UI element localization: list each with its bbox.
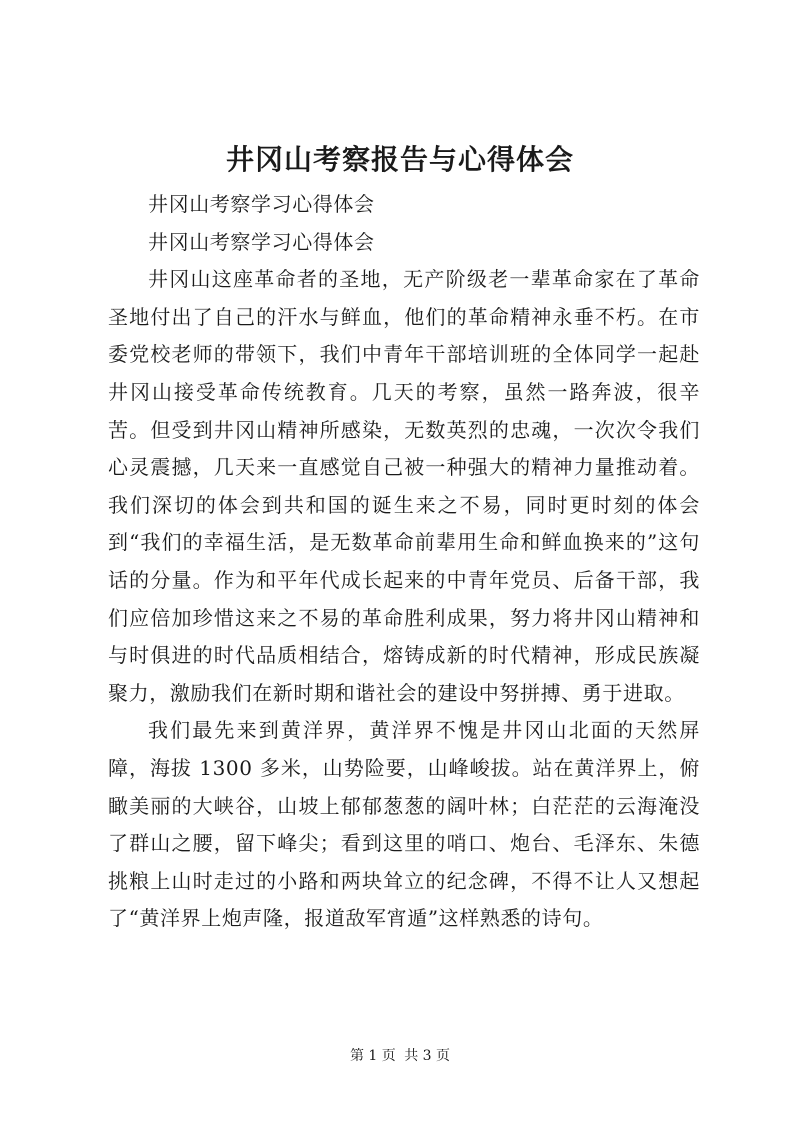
page-number-current: 第 1 页 <box>349 1048 396 1064</box>
document-body <box>108 186 700 938</box>
page-number-total: 共 3 页 <box>404 1048 451 1064</box>
document-title: 井冈山考察报告与心得体会 <box>225 143 574 176</box>
page-footer <box>0 1046 800 1066</box>
body-paragraph: 井冈山这座革命者的圣地，无产阶级老一辈革命家在了革命圣地付出了自己的汗水与鲜血，他们的革命精神永垂不朽。在市委党校老师的带领下，我们中青年干部培训班的全体同学一起赴井冈山接受革命传统教育。几天的考察，虽然一路奔波，很辛苦。但受到井冈山精神所感染，无数英烈的忠魂，一次次令我们心灵震撼，几天来一直感觉自己被一种强大的精神力量推动着。我们深切的体会到共和国的诞生来之不易，同时更时刻的体会到“我们的幸福生活，是无数革命前辈用生命和鲜血换来的”这句话的分量。作为和平年代成长起来的中青年党员、后备干部，我们应倍加珍惜这来之不易的革命胜利成果，努力将井冈山精神和与时俱进的时代品质相结合，熔铸成新的时代精神，形成民族凝聚力，激励我们在新时期和谐社会的建设中努拼搏、勇于进取。 <box>108 267 700 705</box>
subtitle-line: 井冈山考察学习心得体会 <box>148 229 375 254</box>
subtitle-line: 井冈山考察学习心得体会 <box>148 192 375 216</box>
body-paragraph: 我们最先来到黄洋界，黄洋界不愧是井冈山北面的天然屏障，海拔 1300 多米，山势险要，山峰峻拔。站在黄洋界上，俯瞰美丽的大峡谷，山坡上郁郁葱葱的阔叶林；白茫茫的云海淹没了群山之腰，留下峰尖；看到这里的哨口、炮台、毛泽东、朱德挑粮上山时走过的小路和两块耸立的纪念碑，不得不让人又想起了“黄洋界上炮声隆，报道敌军宵遁”这样熟悉的诗句。 <box>108 718 700 931</box>
